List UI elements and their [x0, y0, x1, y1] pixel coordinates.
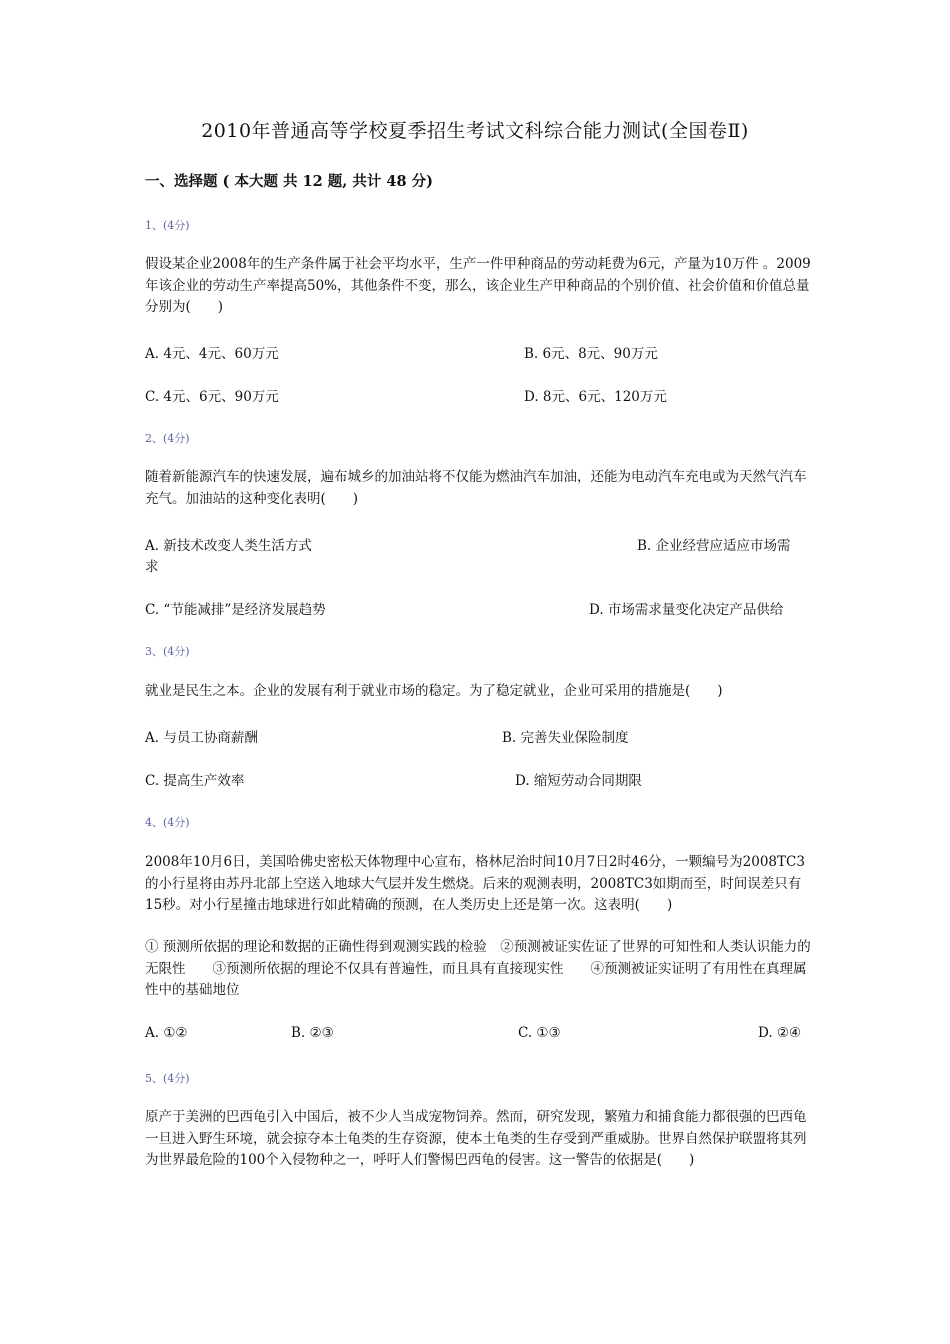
question-2-stem: 随着新能源汽车的快速发展，遍布城乡的加油站将不仅能为燃油汽车加油，还能为电动汽车充电或为天然气汽车充气。加油站的这种变化表明( ) — [145, 469, 807, 507]
question-4-option-d: D. ②④ — [758, 1025, 802, 1041]
question-1-stem: 假设某企业2008年的生产条件属于社会平均水平，生产一件甲种商品的劳动耗费为6元，产量为10万件 。2009年该企业的劳动生产率提高50%，其他条件不变，那么，该企业生产甲种商品的个别价值、社会价值和价值总量分别为( ) — [145, 256, 811, 315]
question-5-score: 5、(4分) — [145, 1072, 190, 1085]
question-3-stem: 就业是民生之本。企业的发展有利于就业市场的稳定。为了稳定就业，企业可采用的措施是( ) — [145, 683, 723, 699]
question-2-option-b: B. 企业经营应适应市场需 — [637, 538, 791, 554]
question-3-option-a: A. 与员工协商薪酬 — [145, 730, 258, 746]
question-3-option-d: D. 缩短劳动合同期限 — [515, 773, 642, 789]
question-1-option-c: C. 4元、6元、90万元 — [145, 389, 279, 405]
question-3-score: 3、(4分) — [145, 645, 190, 658]
question-4-score: 4、(4分) — [145, 816, 190, 829]
question-2-option-a: A. 新技术改变人类生活方式 — [145, 538, 312, 554]
question-4-stem: 2008年10月6日，美国哈佛史密松天体物理中心宣布，格林尼治时间10月7日2时46分，一颗编号为2008TC3的小行星将由苏丹北部上空送入地球大气层并发生燃烧。后来的观测表明，2008TC3如期而至，时间误差只有15秒。对小行星撞击地球进行如此精确的预测，在人类历史上还是第一次。这表明( ) — [145, 854, 805, 913]
question-1-option-a: A. 4元、4元、60万元 — [145, 346, 279, 362]
question-2-option-b-wrap: 求 — [145, 559, 159, 575]
question-2-option-c: C. “节能减排”是经济发展趋势 — [145, 602, 326, 618]
question-4-option-b: B. ②③ — [291, 1025, 334, 1041]
question-1-option-d: D. 8元、6元、120万元 — [524, 389, 667, 405]
question-5-stem: 原产于美洲的巴西龟引入中国后，被不少人当成宠物饲养。然而，研究发现，繁殖力和捕食能力都很强的巴西龟一旦进入野生环境，就会掠夺本土龟类的生存资源，使本土龟类的生存受到严重威胁。世界自然保护联盟将其列为世界最危险的100个入侵物种之一，呼吁人们警惕巴西龟的侵害。这一警告的依据是( ) — [145, 1109, 807, 1168]
question-1-option-b: B. 6元、8元、90万元 — [524, 346, 658, 362]
page-title: 2010年普通高等学校夏季招生考试文科综合能力测试(全国卷Ⅱ) — [201, 120, 749, 142]
section-heading: 一、选择题 ( 本大题 共 12 题, 共计 48 分) — [145, 173, 434, 190]
question-4-option-c: C. ①③ — [518, 1025, 561, 1041]
question-3-option-c: C. 提高生产效率 — [145, 773, 245, 789]
question-1-score: 1、(4分) — [145, 219, 190, 232]
question-2-option-d: D. 市场需求量变化决定产品供给 — [589, 602, 784, 618]
question-4-option-a: A. ①② — [145, 1025, 188, 1041]
question-4-statements: ① 预测所依据的理论和数据的正确性得到观测实践的检验 ②预测被证实佐证了世界的可知性和人类认识能力的无限性 ③预测所依据的理论不仅具有普遍性，而且具有直接现实性 ④预测被证实证明了有用性在真理属性中的基础地位 — [145, 939, 811, 998]
question-2-score: 2、(4分) — [145, 432, 190, 445]
question-3-option-b: B. 完善失业保险制度 — [502, 730, 629, 746]
